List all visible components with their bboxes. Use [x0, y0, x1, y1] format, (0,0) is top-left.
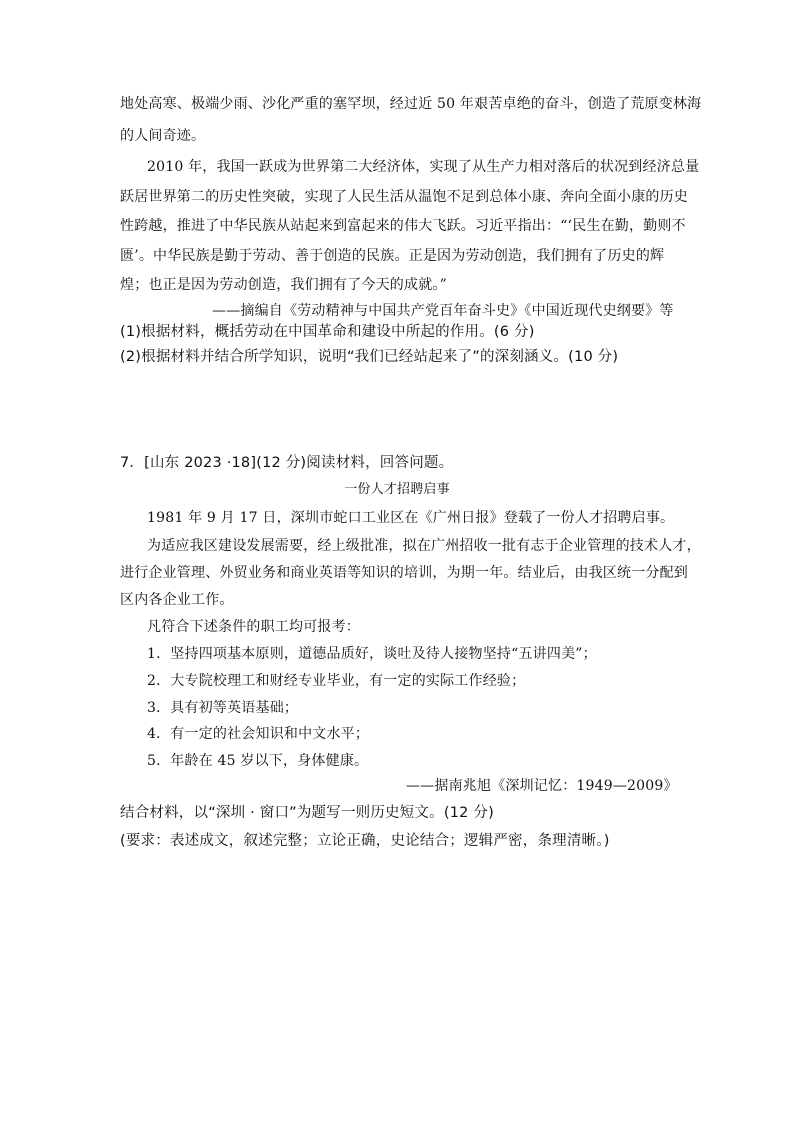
- list-item: 5．年龄在 45 岁以下，身体健康。: [147, 753, 369, 769]
- material-line: 的人间奇迹。: [120, 128, 206, 144]
- material-source: ——摘编自《劳动精神与中国共产党百年奋斗史》《中国近现代史纲要》等: [212, 303, 674, 319]
- material-title: 一份人才招聘启事: [344, 482, 450, 497]
- list-item: 4．有一定的社会知识和中文水平；: [147, 726, 370, 742]
- material-line: 跃居世界第二的历史性突破，实现了人民生活从温饱不足到总体小康、奔向全面小康的历史: [120, 189, 688, 205]
- question-6-1: (1)根据材料，概括劳动在中国革命和建设中所起的作用。(6 分): [120, 324, 535, 340]
- material-line: 1981 年 9 月 17 日，深圳市蛇口工业区在《广州日报》登载了一份人才招聘启事。: [147, 510, 675, 526]
- material-line: 凡符合下述条件的职工均可报考：: [147, 619, 360, 635]
- material-line: 性跨越，推进了中华民族从站起来到富起来的伟大飞跃。习近平指出：“‘民生在勤，勤则不: [120, 218, 686, 234]
- material-source: ——据南兆旭《深圳记忆：1949—2009》: [406, 778, 678, 794]
- material-line: 煌；也正是因为劳动创造，我们拥有了今天的成就。”: [120, 277, 447, 293]
- question-7-task: 结合材料，以“深圳 · 窗口”为题写一则历史短文。(12 分): [120, 805, 494, 821]
- question-7-requirement: (要求：表述成文，叙述完整；立论正确，史论结合；逻辑严密，条理清晰。): [120, 833, 610, 849]
- question-6-2: (2)根据材料并结合所学知识，说明“我们已经站起来了”的深刻涵义。(10 分): [120, 349, 619, 365]
- material-line: 匮’。中华民族是勤于劳动、善于创造的民族。正是因为劳动创造，我们拥有了历史的辉: [120, 248, 665, 264]
- material-line: 区内各企业工作。: [120, 592, 234, 608]
- material-line: 进行企业管理、外贸业务和商业英语等知识的培训，为期一年。结业后，由我区统一分配到: [120, 565, 688, 581]
- list-item: 3．具有初等英语基础；: [147, 700, 299, 716]
- material-line: 地处高寒、极端少雨、沙化严重的塞罕坝，经过近 50 年艰苦卓绝的奋斗，创造了荒原变林海: [120, 96, 702, 112]
- material-line: 2010 年，我国一跃成为世界第二大经济体，实现了从生产力相对落后的状况到经济总量: [147, 159, 700, 175]
- material-line: 为适应我区建设发展需要，经上级批准，拟在广州招收一批有志于企业管理的技术人才，: [147, 538, 701, 554]
- list-item: 2．大专院校理工和财经专业毕业，有一定的实际工作经验；: [147, 673, 526, 689]
- list-item: 1．坚持四项基本原则，道德品质好，谈吐及待人接物坚持“五讲四美”；: [147, 646, 597, 662]
- question-7-header: 7．[山东 2023 ·18](12 分)阅读材料，回答问题。: [120, 455, 454, 471]
